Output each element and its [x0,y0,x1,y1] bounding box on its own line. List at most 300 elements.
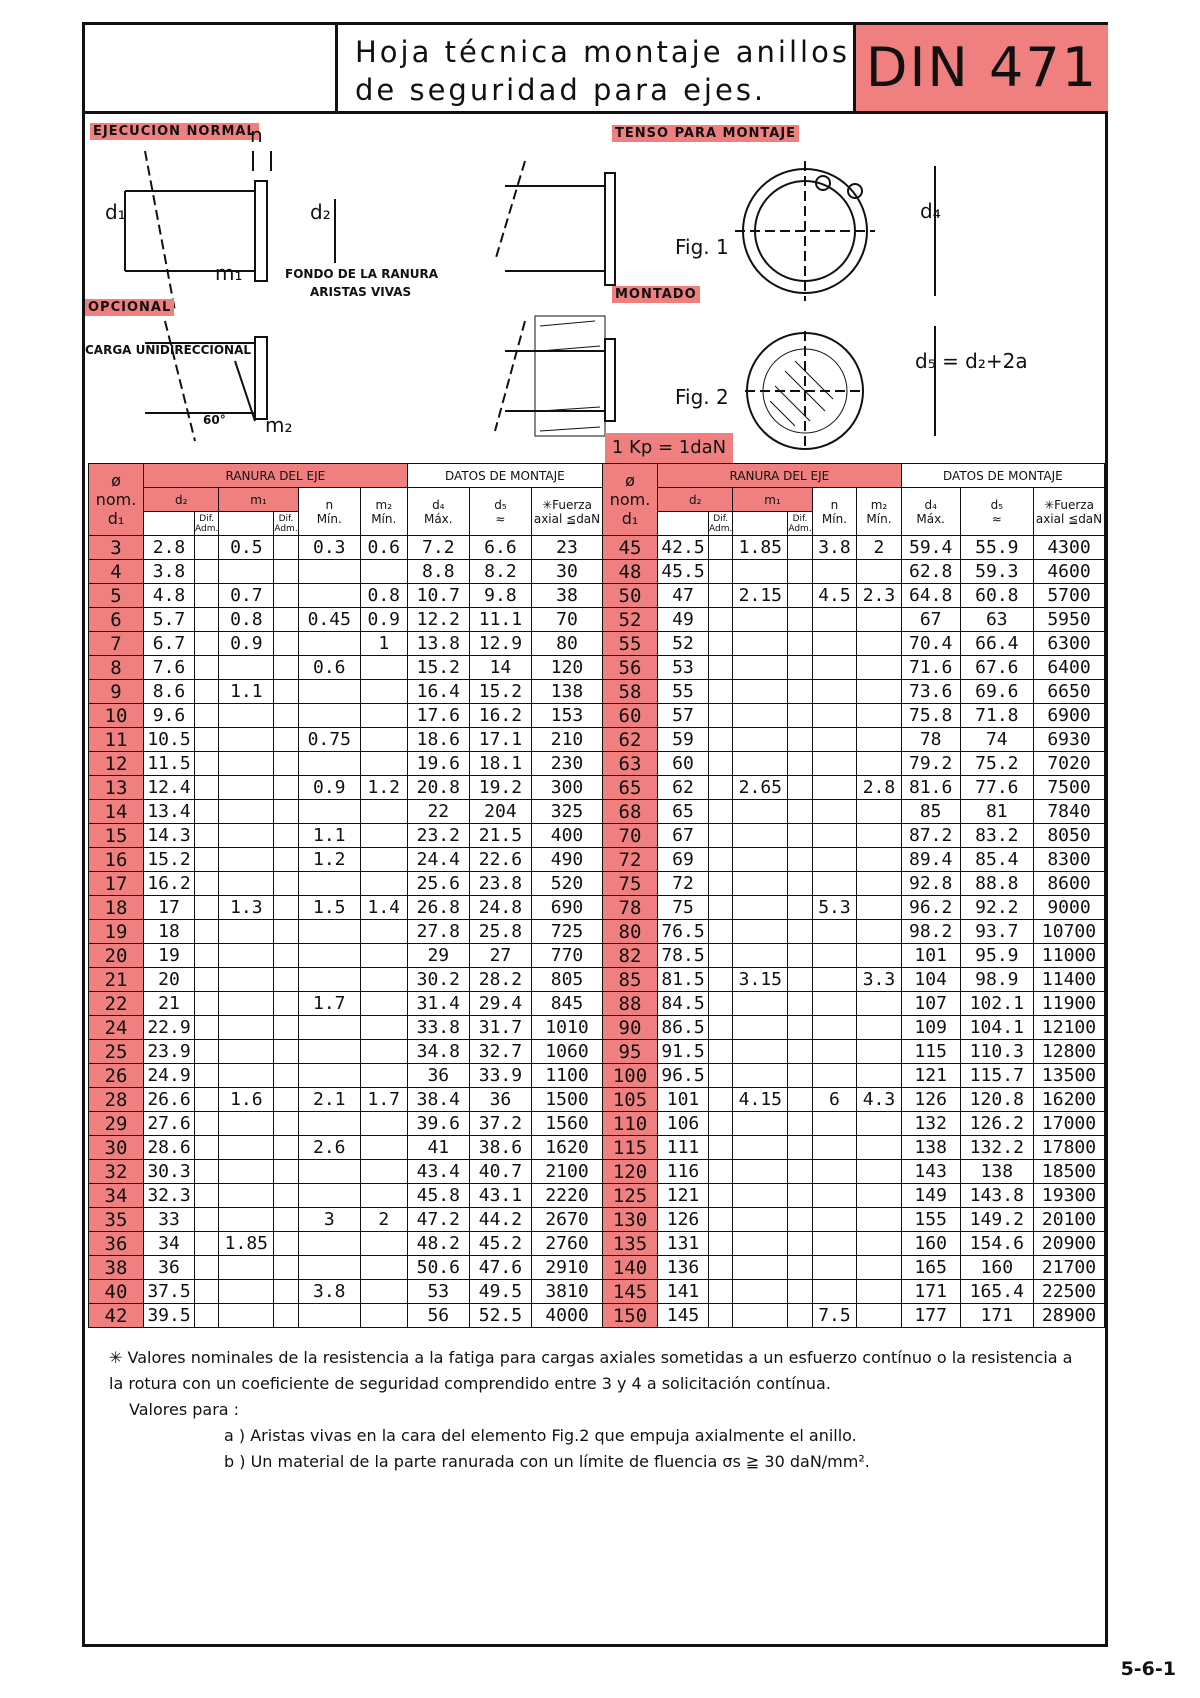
cell-d2: 18 [144,920,195,944]
cell-d2: 36 [144,1256,195,1280]
cell-m2 [360,1304,407,1328]
cell-nom: 19 [89,920,144,944]
cell-m2 [857,752,902,776]
cell-n: 0.6 [298,656,360,680]
cell-d2: 47 [658,584,709,608]
cell-fuerza: 120 [532,656,603,680]
cell-d5: 154.6 [960,1232,1033,1256]
m1-dif: Dif. Adm. [274,513,298,534]
cell-n [812,1040,857,1064]
cell-d2: 10.5 [144,728,195,752]
cell-m1 [219,968,274,992]
cell-nom: 105 [603,1088,658,1112]
m2-label: m₂ [265,413,293,437]
cell-fuerza: 17000 [1034,1112,1105,1136]
cell-m1-dif [274,680,298,704]
cell-fuerza: 8050 [1034,824,1105,848]
cell-m1 [219,1112,274,1136]
cell-m2: 3.3 [857,968,902,992]
cell-d2: 55 [658,680,709,704]
cell-d4: 107 [901,992,960,1016]
cell-m2 [857,1064,902,1088]
cell-n: 3.8 [812,536,857,560]
cell-m2: 1 [360,632,407,656]
cell-nom: 120 [603,1160,658,1184]
cell-fuerza: 17800 [1034,1136,1105,1160]
table-row [89,1088,603,1112]
cell-fuerza: 28900 [1034,1304,1105,1328]
table-row [603,632,1105,656]
cell-m2 [360,824,407,848]
cell-n [298,1160,360,1184]
cell-m1-dif [274,944,298,968]
cell-nom: 29 [89,1112,144,1136]
cell-d2: 72 [658,872,709,896]
cell-nom: 45 [603,536,658,560]
cell-nom: 9 [89,680,144,704]
cell-n [812,1232,857,1256]
cell-fuerza: 11900 [1034,992,1105,1016]
cell-n: 2.1 [298,1088,360,1112]
cell-d2-dif [709,920,733,944]
cell-fuerza: 1500 [532,1088,603,1112]
cell-m1 [219,1160,274,1184]
cell-d5: 83.2 [960,824,1033,848]
cell-d5: 49.5 [469,1280,531,1304]
cell-nom: 21 [89,968,144,992]
cell-d4: 7.2 [407,536,469,560]
cell-nom: 135 [603,1232,658,1256]
cell-fuerza: 8300 [1034,848,1105,872]
cell-d2-dif [195,656,219,680]
cell-m1-dif [274,776,298,800]
cell-m1-dif [788,872,812,896]
cell-n [812,608,857,632]
cell-n: 0.3 [298,536,360,560]
cell-nom: 14 [89,800,144,824]
cell-m1 [219,944,274,968]
cell-d2: 8.6 [144,680,195,704]
cell-m2: 4.3 [857,1088,902,1112]
cell-d2-dif [195,1232,219,1256]
cell-m1 [733,1280,788,1304]
cell-d4: 8.8 [407,560,469,584]
cell-nom: 82 [603,944,658,968]
cell-d2-dif [195,848,219,872]
ejecucion-label: EJECUCION NORMAL [90,123,259,140]
cell-d4: 101 [901,944,960,968]
cell-n: 6 [812,1088,857,1112]
cell-d5: 143.8 [960,1184,1033,1208]
cell-m2 [857,608,902,632]
cell-d4: 75.8 [901,704,960,728]
cell-fuerza: 20900 [1034,1232,1105,1256]
cell-m1 [733,824,788,848]
cell-d4: 29 [407,944,469,968]
cell-d5: 11.1 [469,608,531,632]
cell-fuerza: 805 [532,968,603,992]
cell-d4: 53 [407,1280,469,1304]
table-row [603,1208,1105,1232]
cell-m2 [857,824,902,848]
cell-m1 [733,944,788,968]
cell-d2-dif [709,896,733,920]
cell-n [298,1040,360,1064]
cell-d2: 49 [658,608,709,632]
table-row [89,992,603,1016]
cell-nom: 4 [89,560,144,584]
cell-d2: 65 [658,800,709,824]
cell-d4: 47.2 [407,1208,469,1232]
cell-n [812,1064,857,1088]
cell-d2-dif [195,1016,219,1040]
cell-m1 [219,776,274,800]
cell-d5: 14 [469,656,531,680]
cell-d4: 109 [901,1016,960,1040]
cell-d4: 39.6 [407,1112,469,1136]
cell-m2 [360,1160,407,1184]
table-row [89,1280,603,1304]
cell-d2-dif [709,968,733,992]
cell-m2 [857,656,902,680]
m2-header-right: m₂ Mín. [857,488,902,536]
cell-m1: 3.15 [733,968,788,992]
cell-d4: 92.8 [901,872,960,896]
table-row [89,752,603,776]
cell-fuerza: 23 [532,536,603,560]
cell-m1-dif [788,1016,812,1040]
cell-d2: 27.6 [144,1112,195,1136]
cell-fuerza: 6900 [1034,704,1105,728]
cell-d4: 43.4 [407,1160,469,1184]
cell-m1-dif [788,728,812,752]
cell-nom: 26 [89,1064,144,1088]
cell-d2-dif [709,1040,733,1064]
cell-m1-dif [788,1160,812,1184]
cell-fuerza: 770 [532,944,603,968]
cell-d4: 121 [901,1064,960,1088]
cell-d4: 81.6 [901,776,960,800]
cell-n [812,1160,857,1184]
cell-m1-dif [788,1280,812,1304]
cell-d2-dif [709,632,733,656]
cell-m1-dif [274,848,298,872]
fig1-label: Fig. 1 [675,235,729,259]
cell-d2: 81.5 [658,968,709,992]
cell-nom: 62 [603,728,658,752]
cell-n [812,656,857,680]
cell-d2-dif [709,1304,733,1328]
cell-nom: 35 [89,1208,144,1232]
cell-d2-dif [709,1280,733,1304]
cell-d2-dif [195,560,219,584]
cell-fuerza: 12800 [1034,1040,1105,1064]
cell-nom: 110 [603,1112,658,1136]
cell-d5: 81 [960,800,1033,824]
cell-d2: 22.9 [144,1016,195,1040]
cell-m1 [219,728,274,752]
cell-fuerza: 6300 [1034,632,1105,656]
cell-n [812,992,857,1016]
cell-m1: 1.3 [219,896,274,920]
cell-m1: 1.85 [219,1232,274,1256]
d2-dif-right: Dif. Adm. [709,513,733,534]
cell-nom: 22 [89,992,144,1016]
cell-m1-dif [274,1184,298,1208]
table-row [603,896,1105,920]
cell-m2 [857,728,902,752]
cell-m1 [219,1064,274,1088]
table-row [89,920,603,944]
cell-d2-dif [709,776,733,800]
montado-label: MONTADO [612,286,700,303]
cell-m1 [219,1304,274,1328]
cell-m2 [360,968,407,992]
table-right [602,463,1105,1328]
cell-d2-dif [195,896,219,920]
cell-d2-dif [195,1136,219,1160]
cell-m1-dif [788,584,812,608]
cell-m1: 1.6 [219,1088,274,1112]
cell-m1-dif [788,536,812,560]
cell-d4: 20.8 [407,776,469,800]
cell-n [298,1016,360,1040]
cell-fuerza: 325 [532,800,603,824]
cell-m1-dif [788,1136,812,1160]
cell-m2 [857,920,902,944]
cell-n [812,872,857,896]
cell-d2-dif [709,704,733,728]
nom-header: ø nom. d₁ [89,464,144,536]
cell-m1-dif [274,992,298,1016]
cell-d4: 23.2 [407,824,469,848]
cell-n: 4.5 [812,584,857,608]
cell-d2-dif [195,1160,219,1184]
cell-fuerza: 16200 [1034,1088,1105,1112]
table-row [603,608,1105,632]
cell-m1-dif [788,752,812,776]
cell-d2-dif [709,752,733,776]
table-row [603,848,1105,872]
cell-m2 [857,1160,902,1184]
cell-d5: 15.2 [469,680,531,704]
fondo-label-2: ARISTAS VIVAS [310,285,412,299]
cell-m1-dif [788,824,812,848]
d4-header-right: d₄ Máx. [901,488,960,536]
cell-n [298,800,360,824]
cell-m1-dif [274,824,298,848]
cell-nom: 65 [603,776,658,800]
cell-m2 [857,1112,902,1136]
cell-d2: 19 [144,944,195,968]
cell-d4: 73.6 [901,680,960,704]
cell-d5: 19.2 [469,776,531,800]
cell-d2: 131 [658,1232,709,1256]
cell-m2 [360,848,407,872]
cell-d5: 9.8 [469,584,531,608]
cell-d4: 143 [901,1160,960,1184]
cell-d5: 110.3 [960,1040,1033,1064]
cell-d5: 22.6 [469,848,531,872]
cell-m1-dif [788,1256,812,1280]
cell-d5: 45.2 [469,1232,531,1256]
cell-fuerza: 6400 [1034,656,1105,680]
cell-fuerza: 400 [532,824,603,848]
cell-m1-dif [788,1304,812,1328]
cell-fuerza: 7840 [1034,800,1105,824]
cell-fuerza: 2220 [532,1184,603,1208]
cell-d4: 30.2 [407,968,469,992]
table-row [603,560,1105,584]
cell-d5: 120.8 [960,1088,1033,1112]
cell-n: 1.1 [298,824,360,848]
cell-d4: 89.4 [901,848,960,872]
cell-m1-dif [274,1304,298,1328]
cell-d5: 77.6 [960,776,1033,800]
cell-d2: 16.2 [144,872,195,896]
cell-n [298,968,360,992]
cell-d4: 85 [901,800,960,824]
cell-m2 [857,872,902,896]
cell-d2: 20 [144,968,195,992]
cell-m2 [360,560,407,584]
cell-m1-dif [274,1280,298,1304]
cell-m1-dif [274,656,298,680]
d2-sub [144,512,195,536]
cell-m2 [360,1232,407,1256]
cell-nom: 56 [603,656,658,680]
cell-d2: 30.3 [144,1160,195,1184]
cell-m1-dif [788,1208,812,1232]
table-row [89,776,603,800]
cell-nom: 130 [603,1208,658,1232]
cell-m2 [360,728,407,752]
table-row [89,1136,603,1160]
cell-fuerza: 10700 [1034,920,1105,944]
cell-d4: 10.7 [407,584,469,608]
cell-d2: 9.6 [144,704,195,728]
cell-m1 [733,992,788,1016]
cell-m1 [219,1016,274,1040]
cell-fuerza: 8600 [1034,872,1105,896]
fondo-label-1: FONDO DE LA RANURA [285,267,439,281]
cell-nom: 52 [603,608,658,632]
table-row [89,1184,603,1208]
cell-nom: 13 [89,776,144,800]
cell-m2 [360,1136,407,1160]
cell-d2-dif [195,1208,219,1232]
cell-m2 [857,992,902,1016]
cell-d5: 8.2 [469,560,531,584]
table-row [89,1064,603,1088]
cell-nom: 85 [603,968,658,992]
cell-n [812,920,857,944]
cell-d2: 37.5 [144,1280,195,1304]
tenso-label: TENSO PARA MONTAJE [612,125,799,142]
cell-d2-dif [195,992,219,1016]
cell-m1-dif [788,776,812,800]
cell-d2-dif [195,920,219,944]
cell-m1: 2.15 [733,584,788,608]
cell-nom: 16 [89,848,144,872]
cell-nom: 42 [89,1304,144,1328]
cell-nom: 68 [603,800,658,824]
cell-m1 [733,1160,788,1184]
cell-m1 [219,800,274,824]
cell-d5: 92.2 [960,896,1033,920]
cell-d4: 26.8 [407,896,469,920]
cell-m1 [219,1280,274,1304]
fig2-label: Fig. 2 [675,385,729,409]
table-row [89,560,603,584]
cell-m1-dif [788,800,812,824]
table-row [603,1232,1105,1256]
cell-m1-dif [788,608,812,632]
cell-m1 [733,704,788,728]
technical-drawings [85,111,1105,481]
cell-nom: 150 [603,1304,658,1328]
cell-m1-dif [274,1208,298,1232]
cell-fuerza: 2100 [532,1160,603,1184]
table-row [603,944,1105,968]
cell-d4: 27.8 [407,920,469,944]
cell-fuerza: 1100 [532,1064,603,1088]
cell-fuerza: 230 [532,752,603,776]
cell-fuerza: 9000 [1034,896,1105,920]
cell-fuerza: 690 [532,896,603,920]
cell-d2: 121 [658,1184,709,1208]
cell-d2: 136 [658,1256,709,1280]
cell-d2: 62 [658,776,709,800]
cell-d4: 155 [901,1208,960,1232]
table-row [603,824,1105,848]
m1-header: m₁ [219,488,298,512]
cell-d2: 101 [658,1088,709,1112]
cell-d5: 29.4 [469,992,531,1016]
table-row [89,1160,603,1184]
cell-m1-dif [788,992,812,1016]
cell-d2: 116 [658,1160,709,1184]
cell-m1-dif [788,1184,812,1208]
table-row [603,920,1105,944]
table-row [89,656,603,680]
cell-d2: 45.5 [658,560,709,584]
cell-fuerza: 300 [532,776,603,800]
table-row [603,752,1105,776]
table-row [603,1016,1105,1040]
cell-m1 [219,824,274,848]
table-row [89,848,603,872]
footnotes [109,1345,1089,1475]
cell-d2-dif [709,608,733,632]
table-row [603,1088,1105,1112]
note-2: Valores para : [129,1400,240,1419]
cell-nom: 34 [89,1184,144,1208]
cell-fuerza: 210 [532,728,603,752]
table-row [89,704,603,728]
d2-sub-right [658,512,709,536]
cell-n [812,1256,857,1280]
m1-sub [219,512,274,536]
cell-n: 1.2 [298,848,360,872]
d5-label: d₅ = d₂+2a [915,349,1028,373]
cell-d4: 19.6 [407,752,469,776]
cell-n [812,560,857,584]
cell-m1 [733,1016,788,1040]
ranura-header: RANURA DEL EJE [144,464,408,488]
cell-m2 [360,1184,407,1208]
carga-label: CARGA UNIDIRECCIONAL [85,343,252,357]
